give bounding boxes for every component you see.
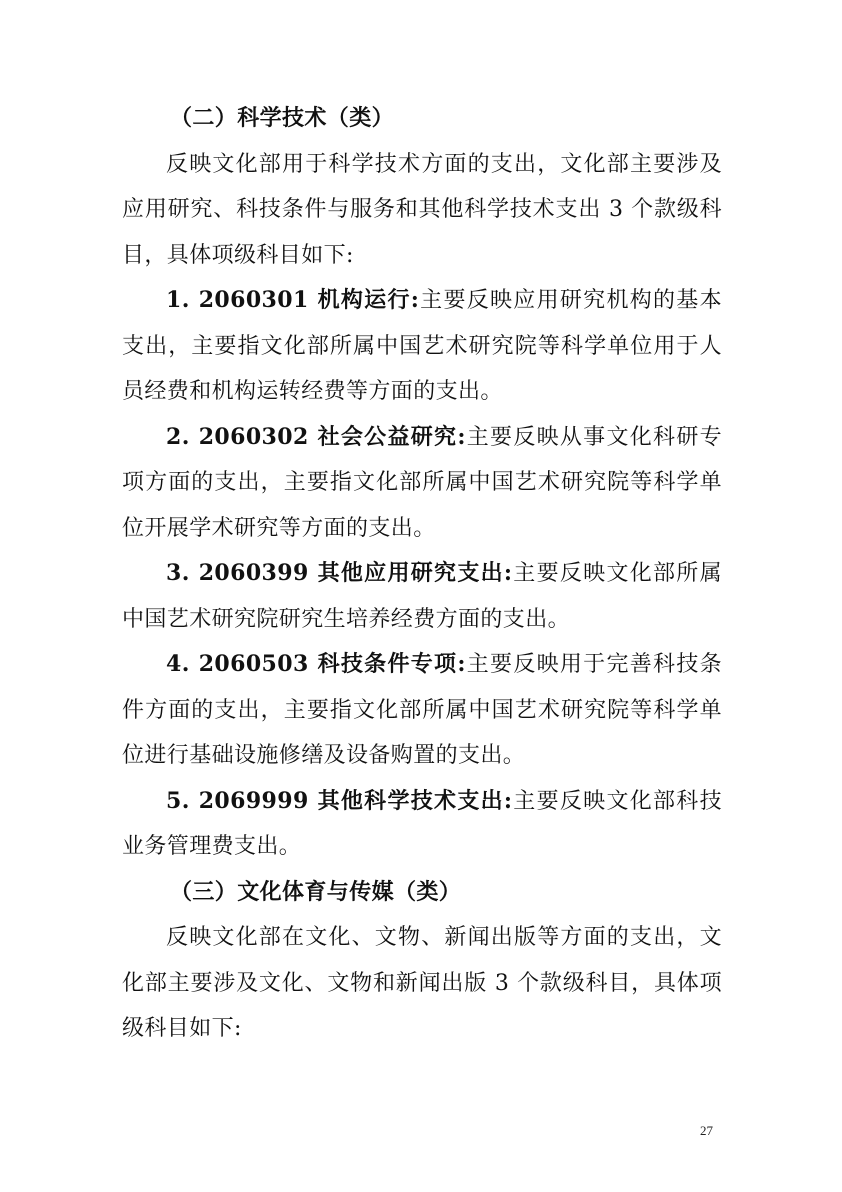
list-item (122, 779, 722, 870)
item-description: 主要反映从事文化科研专项方面的支出，主要指文化部所属中国艺术研究院等科学单位开展学术研究等方面的支出。 (122, 424, 723, 541)
item-code-heading: 3. 2060399 其他应用研究支出: (166, 560, 513, 586)
page-content (122, 96, 722, 1052)
list-item (122, 415, 722, 552)
section-intro-culture-sports-media: 反映文化部在文化、文物、新闻出版等方面的支出，文化部主要涉及文化、文物和新闻出版 3 个款级科目，具体项级科目如下: (122, 925, 722, 1041)
item-description: 主要反映应用研究机构的基本支出，主要指文化部所属中国艺术研究院等科学单位用于人员经费和机构运转经费等方面的支出。 (122, 288, 722, 404)
section-heading-science-technology: （二）科学技术（类） (170, 105, 395, 131)
item-description: 主要反映用于完善科技条件方面的支出，主要指文化部所属中国艺术研究院等科学单位进行基础设施修缮及设备购置的支出。 (122, 652, 723, 768)
item-code-heading: 2. 2060302 社会公益研究: (166, 423, 466, 450)
section-heading-culture-sports-media: （三）文化体育与传媒（类） (170, 878, 462, 905)
item-description: 主要反映文化部所属中国艺术研究院研究生培养经费方面的支出。 (122, 561, 722, 632)
item-code-heading: 5. 2069999 其他科学技术支出: (166, 787, 513, 814)
list-item (122, 642, 722, 779)
item-description: 主要反映文化部科技业务管理费支出。 (122, 788, 722, 859)
section-intro-science-technology: 反映文化部用于科学技术方面的支出，文化部主要涉及应用研究、科技条件与服务和其他科学技术支出 3 个款级科目，具体项级科目如下: (122, 151, 722, 268)
list-item (122, 551, 722, 642)
item-code-heading: 1. 2060301 机构运行: (166, 287, 420, 313)
item-code-heading: 4. 2060503 科技条件专项: (166, 651, 466, 677)
list-item (122, 278, 722, 415)
page-number: 27 (700, 1123, 713, 1138)
